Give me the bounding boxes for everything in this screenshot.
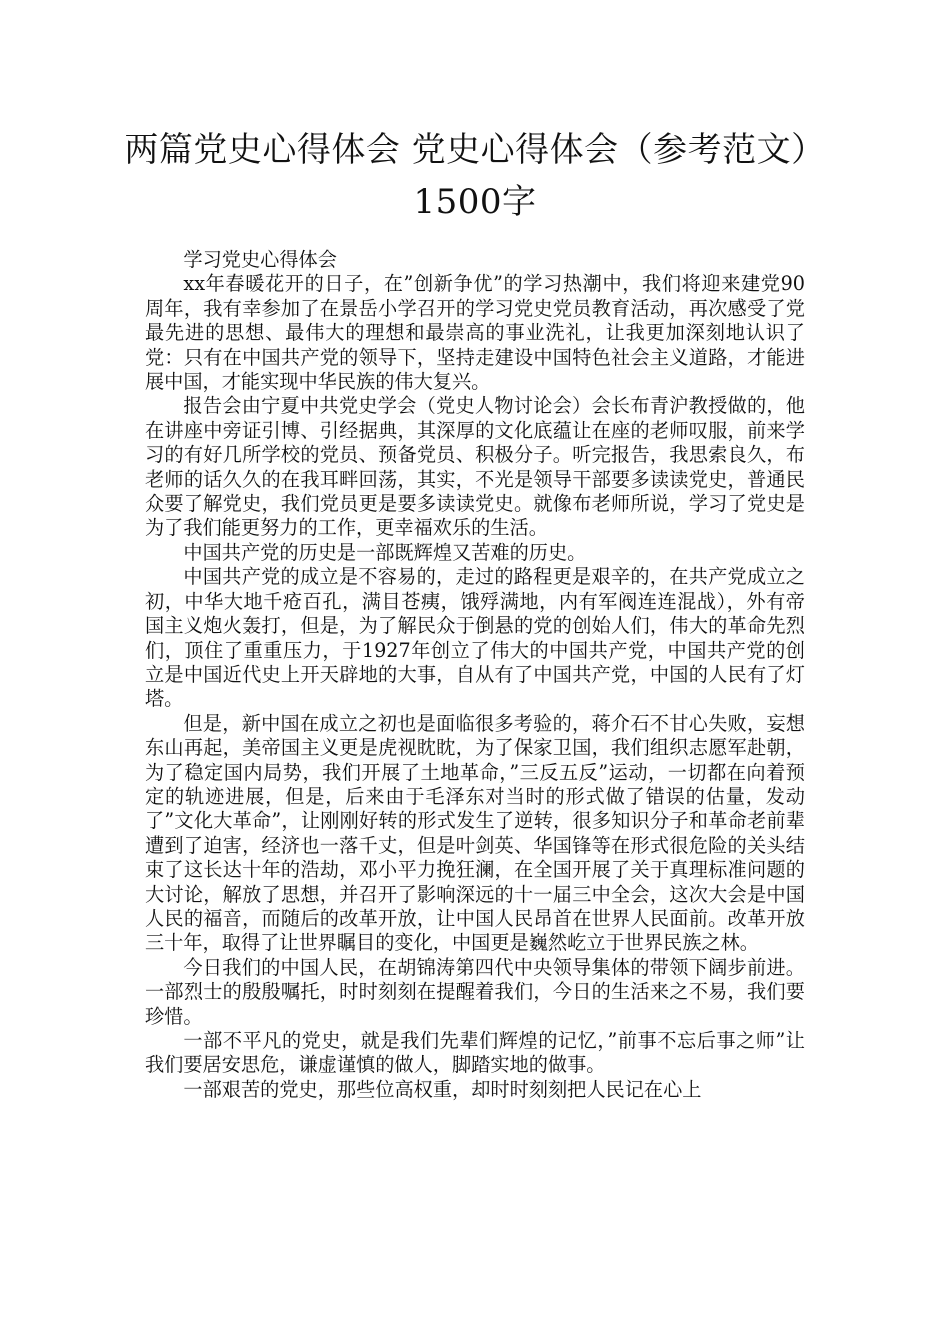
paragraph: xx年春暖花开的日子，在”创新争优”的学习热潮中，我们将迎来建党90周年，我有幸参加了在景岳小学召开的学习党史党员教育活动，再次感受了党最先进的思想、最伟大的理想和最崇高的事业洗礼，让我更加深刻地认识了党：只有在中国共产党的领导下，坚持走建设中国特色社会主义道路，才能进展中国，才能实现中华民族的伟大复兴。 bbox=[145, 272, 805, 394]
document-title: 两篇党史心得体会 党史心得体会（参考范文）1500字 bbox=[124, 130, 826, 222]
document-body bbox=[145, 248, 805, 1102]
paragraph: 一部艰苦的党史，那些位高权重，却时时刻刻把人民记在心上 bbox=[183, 1077, 702, 1101]
paragraph: 中国共产党的成立是不容易的，走过的路程更是艰辛的，在共产党成立之初，中华大地千疮百孔，满目苍痍，饿殍满地，内有军阀连连混战），外有帝国主义炮火轰打，但是，为了解民众于倒悬的党的创始人们，伟大的革命先烈们，顶住了重重压力，于1927年创立了伟大的中国共产党，中国共产党的创立是中国近代史上开天辟地的大事，自从有了中国共产党，中国的人民有了灯塔。 bbox=[145, 565, 805, 711]
paragraph: 中国共产党的历史是一部既辉煌又苦难的历史。 bbox=[183, 540, 587, 564]
paragraph: 报告会由宁夏中共党史学会（党史人物讨论会）会长布青沪教授做的，他在讲座中旁证引博、引经据典，其深厚的文化底蕴让在座的老师叹服，前来学习的有好几所学校的党员、预备党员、积极分子。听完报告，我思索良久，布老师的话久久的在我耳畔回荡，其实，不光是领导干部要多读读党史，普通民众要了解党史，我们党员更是要多读读党史。就像布老师所说，学习了党史是为了我们能更努力的工作，更幸福欢乐的生活。 bbox=[145, 394, 805, 540]
paragraph-heading: 学习党史心得体会 bbox=[183, 248, 337, 271]
paragraph: 一部不平凡的党史，就是我们先辈们辉煌的记忆，”前事不忘后事之师”让我们要居安思危，谦虚谨慎的做人，脚踏实地的做事。 bbox=[145, 1029, 805, 1077]
paragraph: 今日我们的中国人民，在胡锦涛第四代中央领导集体的带领下阔步前进。一部烈士的殷殷嘱托，时时刻刻在提醒着我们，今日的生活来之不易，我们要珍惜。 bbox=[145, 955, 805, 1028]
paragraph: 但是，新中国在成立之初也是面临很多考验的，蒋介石不甘心失败，妄想东山再起，美帝国主义更是虎视眈眈，为了保家卫国，我们组织志愿军赴朝，为了稳定国内局势，我们开展了土地革命，”三反五反”运动，一切都在向着预定的轨迹进展，但是，后来由于毛泽东对当时的形式做了错误的估量，发动了”文化大革命”，让刚刚好转的形式发生了逆转，很多知识分子和革命老前辈遭到了迫害，经济也一落千丈，但是叶剑英、华国锋等在形式很危险的关头结束了这长达十年的浩劫，邓小平力挽狂澜，在全国开展了关于真理标准问题的大讨论，解放了思想，并召开了影响深远的十一届三中全会，这次大会是中国人民的福音，而随后的改革开放，让中国人民昂首在世界人民面前。改革开放三十年，取得了让世界瞩目的变化，中国更是巍然屹立于世界民族之林。 bbox=[145, 711, 805, 955]
